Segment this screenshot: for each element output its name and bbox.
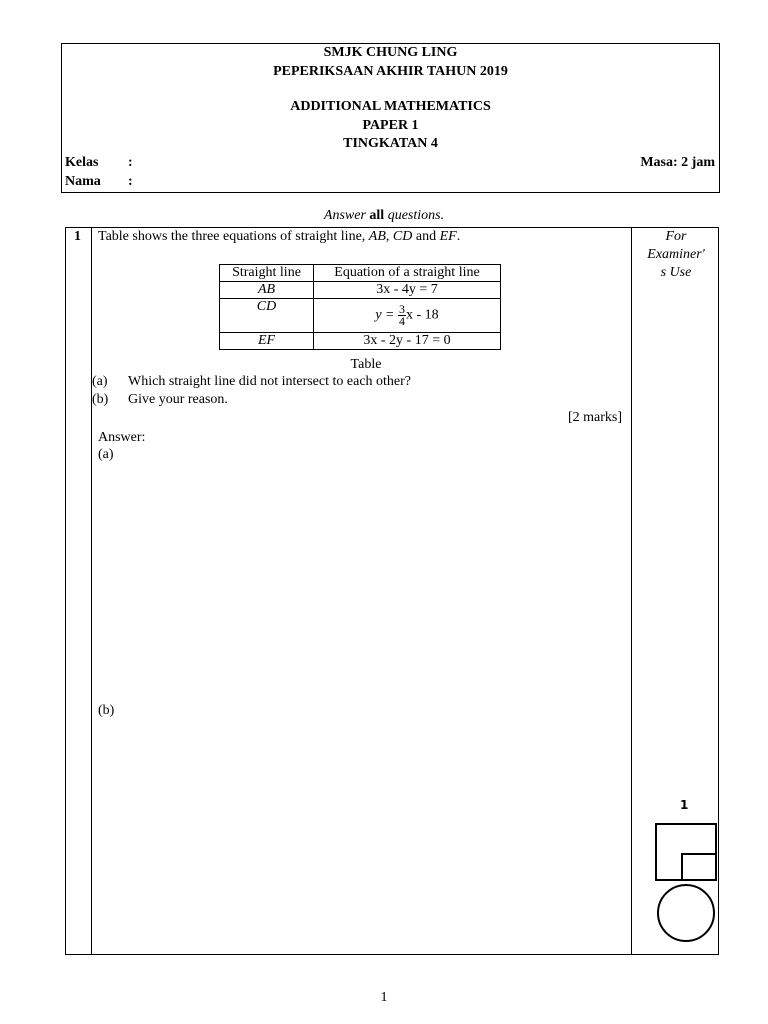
question-number: 1 bbox=[74, 229, 81, 244]
table-header-cell: Straight line bbox=[220, 265, 314, 282]
separator-comma: , bbox=[385, 229, 390, 244]
answer-b-label: (b) bbox=[98, 703, 115, 718]
examiner-label-line: For bbox=[665, 229, 687, 244]
instruction-part2: all bbox=[369, 208, 385, 223]
table-header-row bbox=[220, 265, 501, 282]
level-label: TINGKATAN 4 bbox=[343, 136, 438, 151]
separator-and: and bbox=[415, 229, 437, 244]
number-column-divider bbox=[91, 228, 92, 954]
examiner-label-line: s Use bbox=[660, 265, 692, 280]
examiner-use-label bbox=[632, 228, 720, 282]
table-header-cell: Equation of a straight line bbox=[314, 265, 501, 282]
table-row bbox=[220, 299, 501, 333]
subject-title: ADDITIONAL MATHEMATICS bbox=[290, 99, 491, 114]
part-a-text: Which straight line did not intersect to each other? bbox=[128, 374, 412, 389]
marks-allocation: [2 marks] bbox=[567, 410, 622, 425]
question-text-prefix: Table shows the three equations of straight line, bbox=[98, 229, 366, 244]
equations-table bbox=[219, 264, 501, 350]
part-b-label: (b) bbox=[92, 392, 109, 407]
table-row bbox=[220, 333, 501, 350]
answer-label: Answer: bbox=[98, 430, 146, 445]
marks-box-icon bbox=[652, 823, 720, 943]
page-number: 1 bbox=[380, 990, 388, 1005]
table-cell-equation: 3x - 2y - 17 = 0 bbox=[314, 333, 501, 350]
equation-lhs: y = bbox=[375, 307, 395, 323]
table-cell-line: CD bbox=[220, 299, 314, 333]
line-ab: AB bbox=[368, 229, 386, 244]
fraction-numerator: 3 bbox=[399, 302, 405, 316]
fraction-denominator: 4 bbox=[399, 314, 405, 328]
part-a-label: (a) bbox=[92, 374, 108, 389]
instruction-part1: Answer bbox=[323, 208, 366, 223]
question-box bbox=[65, 227, 719, 955]
table-cell-equation bbox=[314, 299, 501, 333]
exam-header bbox=[61, 43, 720, 193]
marks-square-inner bbox=[682, 854, 716, 880]
equation-rhs: x - 18 bbox=[406, 307, 439, 323]
answer-a-label: (a) bbox=[98, 447, 114, 462]
kelas-label: Kelas bbox=[65, 155, 99, 170]
time-label: Masa: 2 jam bbox=[640, 155, 715, 170]
school-name: SMJK CHUNG LING bbox=[323, 45, 458, 60]
paper-label: PAPER 1 bbox=[362, 118, 419, 133]
line-cd: CD bbox=[392, 229, 413, 244]
exam-title: PEPERIKSAAN AKHIR TAHUN 2019 bbox=[273, 64, 508, 79]
table-cell-line: AB bbox=[220, 282, 314, 299]
table-row bbox=[220, 282, 501, 299]
examiner-label-line: Examiner' bbox=[647, 247, 705, 262]
question-text bbox=[98, 229, 460, 245]
marks-square-outer bbox=[656, 824, 716, 880]
examiner-column-divider bbox=[631, 228, 632, 954]
kelas-colon: : bbox=[128, 155, 133, 170]
nama-label: Nama bbox=[65, 174, 101, 189]
instruction bbox=[0, 208, 768, 224]
table-cell-line: EF bbox=[220, 333, 314, 350]
instruction-part3: questions. bbox=[387, 208, 445, 223]
marks-circle bbox=[658, 885, 714, 941]
examiner-question-number: 1 bbox=[680, 798, 689, 812]
table-cell-equation: 3x - 4y = 7 bbox=[314, 282, 501, 299]
nama-colon: : bbox=[128, 174, 133, 189]
part-b-text: Give your reason. bbox=[128, 392, 228, 407]
question-end: . bbox=[456, 229, 461, 244]
line-ef: EF bbox=[439, 229, 457, 244]
table-caption: Table bbox=[350, 357, 382, 372]
equation-fraction bbox=[398, 304, 406, 327]
